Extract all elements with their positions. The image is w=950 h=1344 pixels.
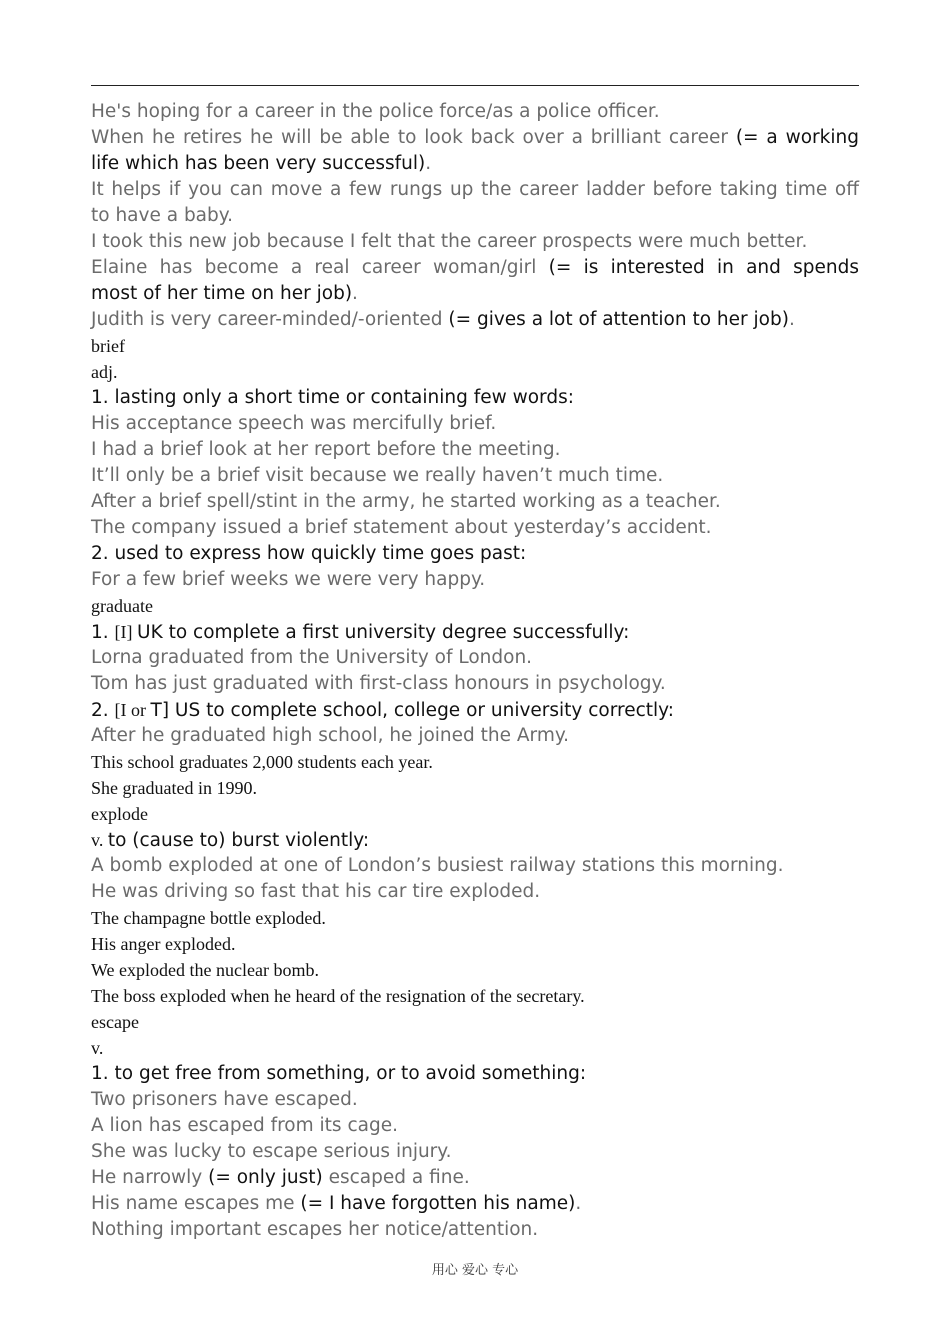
definition-text: (= gives a lot of attention to her job) (448, 309, 789, 330)
definition-text: to get free from something, or to avoid something: (114, 1063, 587, 1084)
text-line (91, 671, 859, 697)
text-line (91, 151, 859, 177)
definition-text: adj. (91, 362, 118, 382)
document-body (91, 99, 859, 1243)
example-text: His name escapes me (91, 1193, 301, 1214)
definition-text: The champagne bottle exploded. (91, 908, 326, 928)
text-line (91, 775, 859, 801)
example-text: After a brief spell/stint in the army, he started working as a teacher. (91, 491, 721, 512)
header-rule (91, 85, 859, 86)
definition-text: UK to complete a first university degree successfully: (137, 622, 630, 643)
example-text: It helps if you can move a few rungs up the career ladder before taking time off (91, 179, 859, 200)
example-text: Tom has just graduated with first-class honours in psychology. (91, 673, 666, 694)
text-line (91, 1061, 859, 1087)
example-text: When he retires he will be able to look back over a brilliant career (91, 127, 736, 148)
example-text: Elaine has become a real career woman/girl (91, 257, 549, 278)
text-line (91, 853, 859, 879)
text-line (91, 1139, 859, 1165)
text-line (91, 1165, 859, 1191)
text-line (91, 125, 859, 151)
text-line (91, 541, 859, 567)
text-line (91, 1087, 859, 1113)
example-text: I had a brief look at her report before the meeting. (91, 439, 561, 460)
definition-text: (= I have forgotten his name) (300, 1193, 576, 1214)
example-text: He was driving so fast that his car tire exploded. (91, 881, 541, 902)
definition-text: His anger exploded. (91, 934, 236, 954)
example-text: For a few brief weeks we were very happy. (91, 569, 486, 590)
definition-text: brief (91, 336, 125, 356)
example-text: . (352, 283, 358, 304)
example-text: Nothing important escapes her notice/attention. (91, 1219, 539, 1240)
text-line (91, 1009, 859, 1035)
definition-text: life which has been very successful) (91, 153, 426, 174)
example-text: He's hoping for a career in the police force/as a police officer. (91, 101, 660, 122)
text-line (91, 957, 859, 983)
example-text: His acceptance speech was mercifully brief. (91, 413, 497, 434)
text-line (91, 697, 859, 723)
text-line (91, 827, 859, 853)
definition-text: (= is interested in and spends (548, 257, 859, 278)
text-line (91, 931, 859, 957)
definition-text: This school graduates 2,000 students each year. (91, 752, 433, 772)
text-line (91, 359, 859, 385)
text-line (91, 437, 859, 463)
text-line (91, 619, 859, 645)
definition-text: She graduated in 1990. (91, 778, 257, 798)
definition-text: [I] (114, 622, 138, 642)
definition-text: 1. (91, 1063, 115, 1084)
definition-text: T] US to complete school, college or university correctly: (150, 700, 675, 721)
text-line (91, 723, 859, 749)
text-line (91, 99, 859, 125)
definition-text: [I or (114, 700, 151, 720)
example-text: Lorna graduated from the University of London. (91, 647, 533, 668)
definition-text: used to express how quickly time goes past: (114, 543, 527, 564)
text-line (91, 281, 859, 307)
example-text: I took this new job because I felt that the career prospects were much better. (91, 231, 808, 252)
text-line (91, 593, 859, 619)
example-text: After he graduated high school, he joined the Army. (91, 725, 570, 746)
example-text: . (425, 153, 432, 174)
example-text: escaped a fine. (322, 1167, 470, 1188)
text-line (91, 255, 859, 281)
example-text: She was lucky to escape serious injury. (91, 1141, 452, 1162)
example-text: He narrowly (91, 1167, 209, 1188)
example-text: A bomb exploded at one of London’s busiest railway stations this morning. (91, 855, 784, 876)
definition-text: lasting only a short time or containing few words: (114, 387, 574, 408)
text-line (91, 203, 859, 229)
example-text: The company issued a brief statement about yesterday’s accident. (91, 517, 712, 538)
text-line (91, 879, 859, 905)
definition-text: graduate (91, 596, 153, 616)
definition-text: 2. (91, 543, 115, 564)
example-text: to have a baby. (91, 205, 233, 226)
example-text: Judith is very career-minded/-oriented (91, 309, 449, 330)
definition-text: v. (91, 1038, 104, 1058)
text-line (91, 463, 859, 489)
text-line (91, 177, 859, 203)
text-line (91, 1191, 859, 1217)
text-line (91, 645, 859, 671)
text-line (91, 905, 859, 931)
definition-text: The boss exploded when he heard of the resignation of the secretary. (91, 986, 585, 1006)
example-text: Two prisoners have escaped. (91, 1089, 358, 1110)
definition-text: (= a working (735, 127, 859, 148)
text-line (91, 333, 859, 359)
page-footer: 用心 爱心 专心 (431, 1263, 519, 1278)
text-line (91, 307, 859, 333)
example-text: A lion has escaped from its cage. (91, 1115, 398, 1136)
text-line (91, 489, 859, 515)
definition-text: explode (91, 804, 148, 824)
definition-text: 2. (91, 700, 115, 721)
definition-text: escape (91, 1012, 139, 1032)
definition-text: to (cause to) burst violently: (107, 830, 370, 851)
text-line (91, 385, 859, 411)
text-line (91, 1113, 859, 1139)
definition-text: v. (91, 830, 108, 850)
text-line (91, 411, 859, 437)
definition-text: 1. (91, 622, 115, 643)
text-line (91, 229, 859, 255)
text-line (91, 515, 859, 541)
text-line (91, 983, 859, 1009)
definition-text: (= only just) (208, 1167, 323, 1188)
text-line (91, 567, 859, 593)
example-text: It’ll only be a brief visit because we really haven’t much time. (91, 465, 664, 486)
example-text: . (788, 309, 795, 330)
example-text: . (575, 1193, 582, 1214)
definition-text: We exploded the nuclear bomb. (91, 960, 319, 980)
definition-text: most of her time on her job) (91, 283, 353, 304)
definition-text: 1. (91, 387, 115, 408)
text-line (91, 749, 859, 775)
text-line (91, 801, 859, 827)
text-line (91, 1217, 859, 1243)
text-line (91, 1035, 859, 1061)
